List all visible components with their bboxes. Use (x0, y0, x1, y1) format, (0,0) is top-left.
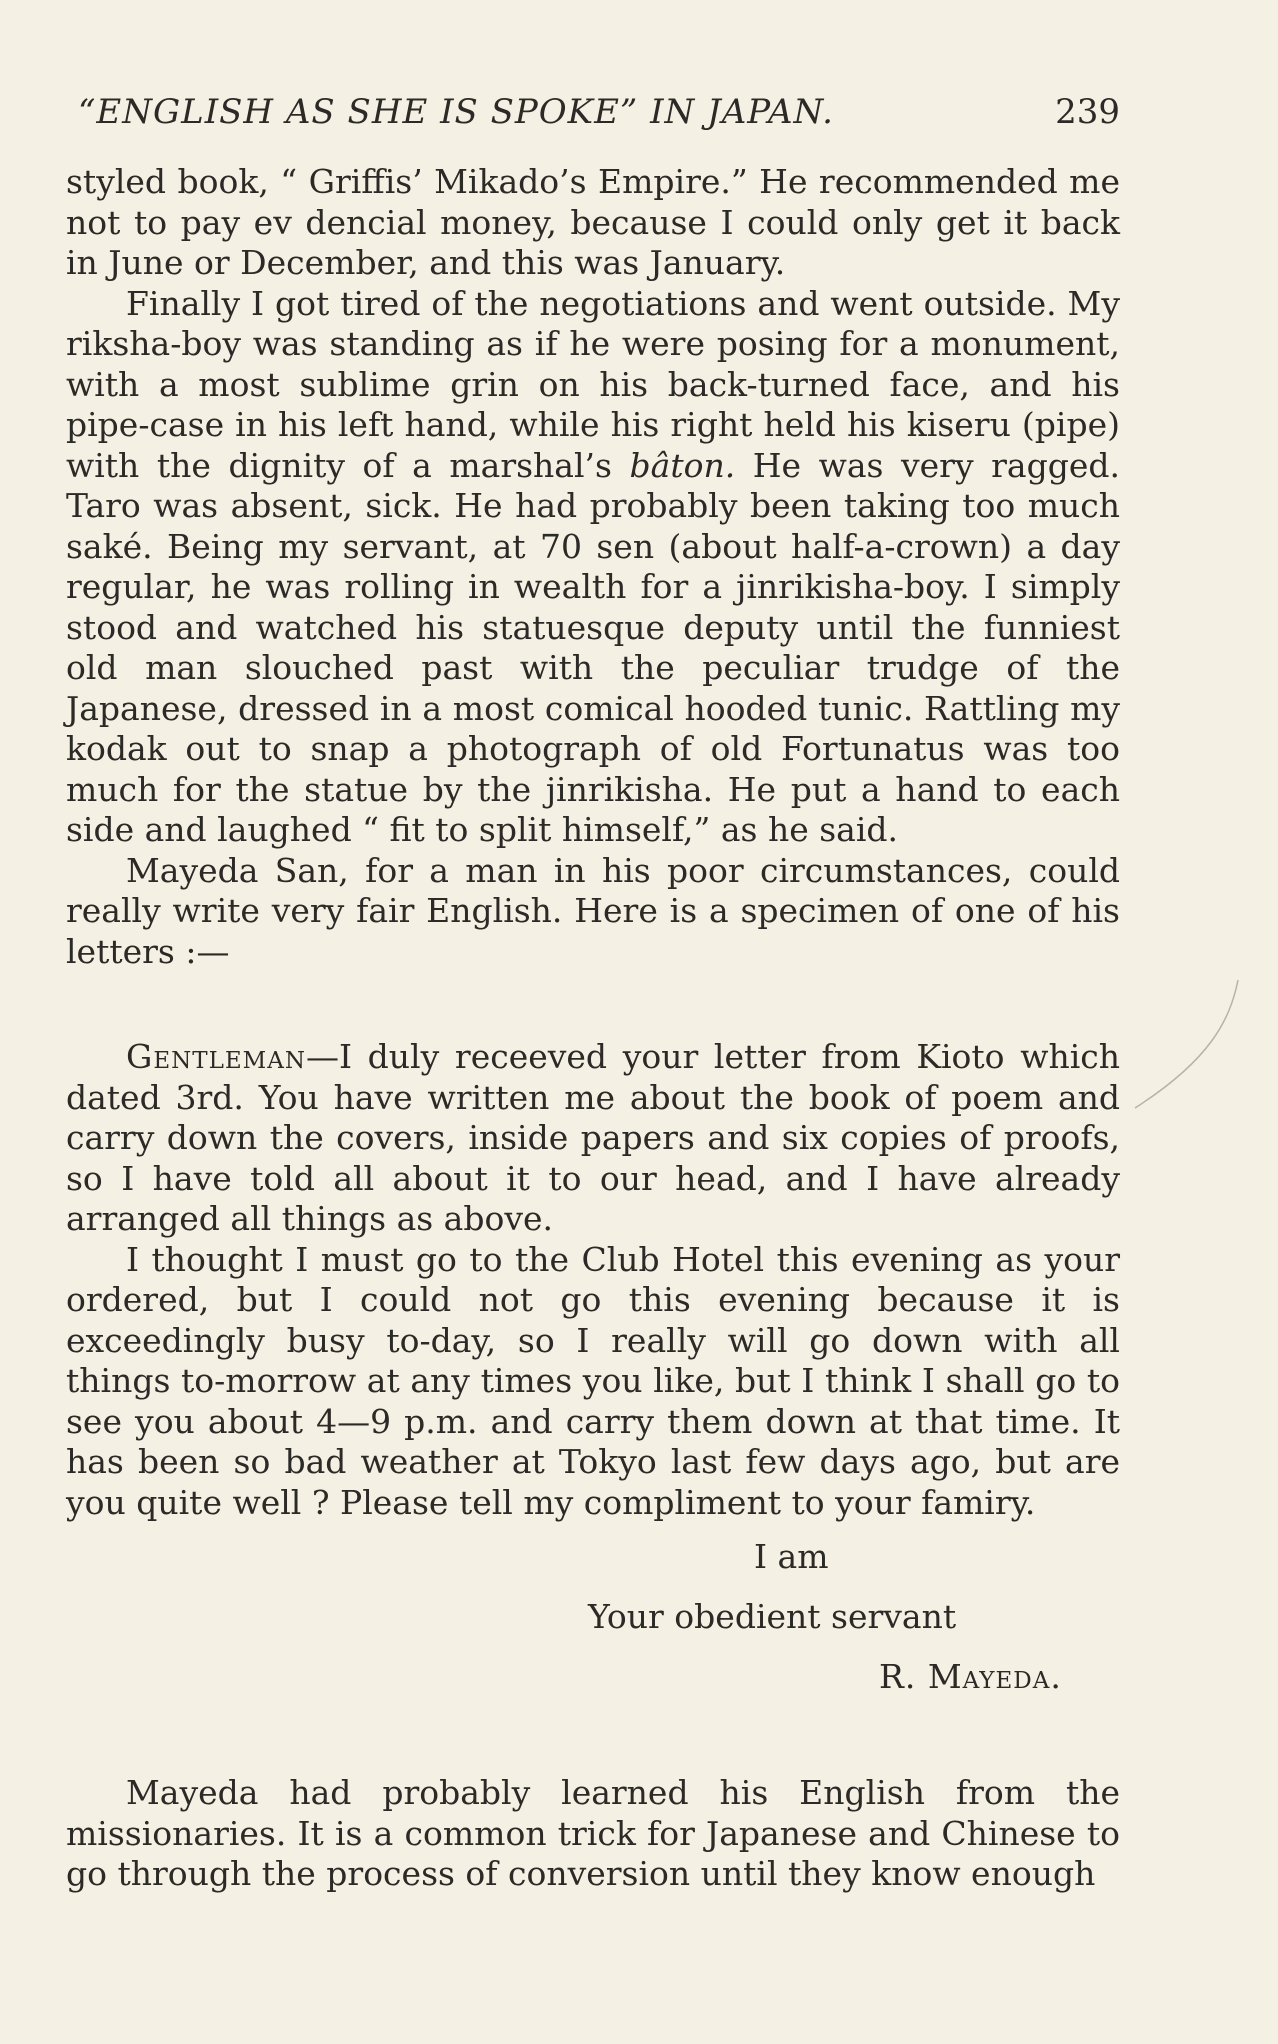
letter-closing-i-am: I am (754, 1537, 829, 1576)
paragraph-1: styled book, “ Griffis’ Mikado’s Empire.” He recommended me not to pay ev dencial money, because I could only get it back in June or December, and this was January. (66, 162, 1120, 282)
letter-paragraph-1 (66, 1037, 1120, 1240)
book-page (66, 84, 1120, 1895)
pencil-mark (1130, 980, 1250, 1110)
letter-paragraph-2: I thought I must go to the Club Hotel this evening as your ordered, but I could not go this evening because it is exceedingly busy to-day, so I really will go down with all things to-morrow at any times you like, but I think I shall go to see you about 4—9 p.m. and carry them down at that time. It has been so bad weather at Tokyo last few days ago, but are you quite well ? Please tell my compliment to your famiry. (66, 1239, 1120, 1522)
letter-closing-servant: Your obedient servant (588, 1597, 957, 1636)
paragraph-2-text: Finally I got tired of the negotiations and went outside. My riksha-boy was standing as if he were posing for a monument, with a most sublime grin on his back-turned face, and his pipe-case in his left hand, while his right held his kiseru (pipe) with the dignity of a marshal’s (66, 283, 1120, 485)
paragraph-after-letter: Mayeda had probably learned his English from the missionaries. It is a common trick for Japanese and Chinese to go through the process of conversion until they know enough (66, 1773, 1120, 1893)
running-title: “ENGLISH AS SHE IS SPOKE” IN JAPAN. (78, 92, 834, 132)
paragraph-2 (66, 284, 1120, 851)
letter-salutation: Gentleman (126, 1037, 306, 1076)
letter-body-first: —I duly receeved your letter from Kioto which dated 3rd. You have written me about the book of poem and carry down the covers, inside papers and six copies of proofs, so I have told all about it to our head, and I have already arranged all things as above. (66, 1037, 1120, 1238)
paragraph-2-rest: He was very ragged. Taro was absent, sick. He had probably been taking too much saké. Being my servant, at 70 sen (about half-a-crown) a day regular, he was rolling in wealth for a jinrikisha-boy. I simply stood and watched his statuesque deputy until the funniest old man slouched past with the peculiar trudge of the Japanese, dressed in a most comical hooded tunic. Rattling my kodak out to snap a photograph of old Fortunatus was too much for the statue by the jinrikisha. He put a hand to each side and laughed “ fit to split himself,” as he said. (66, 445, 1120, 849)
page-number: 239 (1055, 92, 1120, 132)
paragraph-3: Mayeda San, for a man in his poor circumstances, could really write very fair English. Here is a specimen of one of his letters :— (66, 850, 1120, 971)
quoted-letter (66, 1037, 1120, 1697)
running-head (66, 84, 1120, 140)
letter-signature: R. Mayeda. (879, 1657, 1062, 1696)
italic-word: bâton. (629, 445, 736, 485)
